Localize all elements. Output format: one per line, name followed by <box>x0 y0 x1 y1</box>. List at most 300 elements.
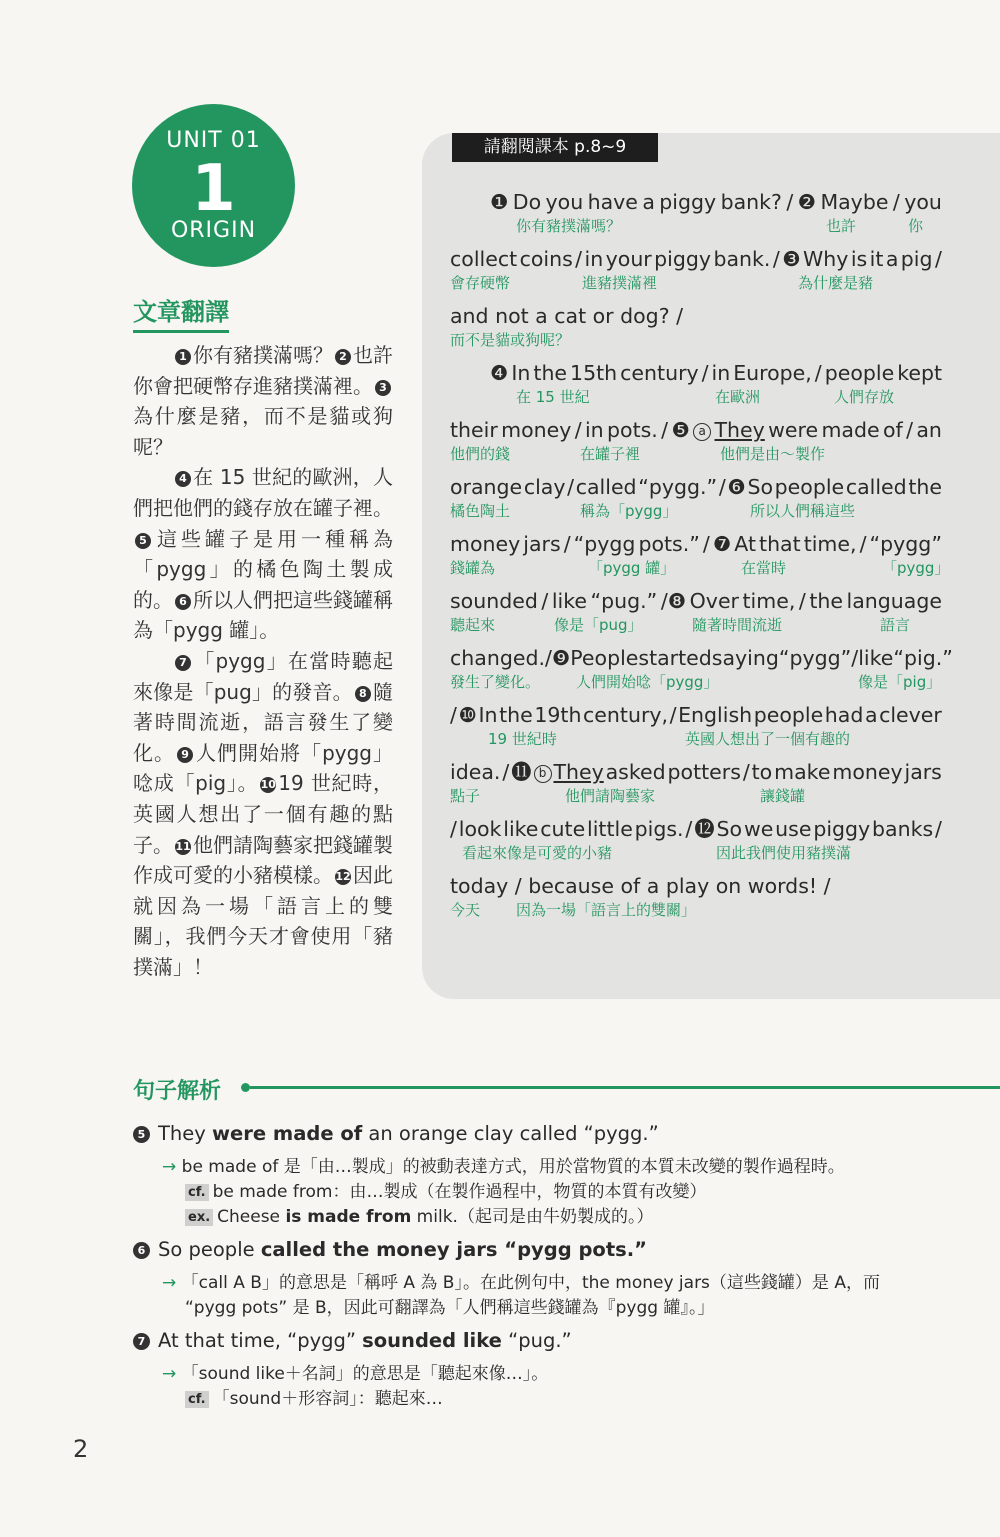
word-group <box>825 701 864 729</box>
word-group <box>499 701 533 729</box>
english-text <box>450 416 942 444</box>
word-group <box>638 530 699 558</box>
gloss: 他們是由～製作 <box>720 445 826 463</box>
reading-line <box>450 815 942 863</box>
english-word: / <box>798 589 806 613</box>
english-word: potters <box>667 760 741 784</box>
english-word: / <box>859 532 867 556</box>
gloss-line <box>450 444 942 464</box>
english-word: ❶ <box>490 190 509 214</box>
english-word: the <box>499 703 533 727</box>
english-line <box>450 245 942 273</box>
gloss: 你有豬撲滿嗎？ <box>516 217 622 235</box>
explanation-text: “pygg pots” 是 B，因此可翻譯為「人們稱這些錢罐為『pygg 罐』。」 <box>185 1298 715 1318</box>
english-word: ❺ <box>671 418 690 442</box>
english-word: banks <box>872 817 934 841</box>
word-group <box>815 359 822 387</box>
gloss: 讓錢罐 <box>760 787 806 805</box>
sentence-text: 你有豬撲滿嗎？ <box>193 343 333 367</box>
word-group <box>809 587 843 615</box>
english-word: started <box>638 646 712 670</box>
english-word: little <box>587 817 633 841</box>
word-group <box>638 644 711 672</box>
word-group <box>712 644 779 672</box>
gloss-line <box>450 900 942 920</box>
english-word: idea. <box>450 760 501 784</box>
english-word: kept <box>897 361 942 385</box>
gloss-line <box>450 672 942 692</box>
arrow-icon: → <box>162 1364 182 1384</box>
sentence-text: 在 15 世紀的歐洲，人們把他們的錢存放在罐子裡。 <box>133 465 393 520</box>
explanation-text: 「sound like＋名詞」的意思是「聽起來像…」。 <box>181 1364 549 1384</box>
word-group <box>820 188 888 216</box>
english-word: / <box>574 418 582 442</box>
english-word: ❾ <box>551 646 571 670</box>
english-word: look <box>458 817 502 841</box>
english-line <box>450 644 953 672</box>
word-group <box>799 587 806 615</box>
english-line <box>450 473 942 501</box>
chinese-translation <box>133 340 393 982</box>
english-text <box>450 530 942 558</box>
note-tag: cf. <box>185 1391 209 1408</box>
note-text: milk.（起司是由牛奶製成的。） <box>411 1207 654 1227</box>
english-word: had <box>824 703 864 727</box>
word-group <box>585 416 604 444</box>
sentence-text: 為什麼是豬，而不是貓或狗呢？ <box>133 404 393 459</box>
english-word: At <box>734 532 756 556</box>
explanation-line <box>185 1293 714 1318</box>
english-word: time, <box>742 589 796 613</box>
word-group <box>478 701 497 729</box>
english-word: / <box>450 817 457 841</box>
gloss: 他們請陶藝家 <box>565 787 656 805</box>
english-word: jars <box>523 532 561 556</box>
english-word: / <box>772 247 780 271</box>
word-group <box>635 815 684 843</box>
english-word: “pygg” <box>778 646 852 670</box>
word-group <box>803 245 848 273</box>
sentence-number: 6 <box>133 1242 150 1259</box>
word-group <box>511 758 532 786</box>
gloss: 人們存放 <box>834 388 895 406</box>
english-word: language <box>846 589 942 613</box>
english-line <box>450 302 942 330</box>
english-segment: today / because of a play on words! / <box>450 874 831 898</box>
english-word: So <box>716 817 743 841</box>
english-word: century, <box>583 703 669 727</box>
english-word: “pygg <box>573 532 636 556</box>
english-word: / <box>502 760 510 784</box>
gloss: 因此我們使用豬撲滿 <box>716 844 852 862</box>
reading-line <box>450 644 953 692</box>
gloss-line <box>450 558 950 578</box>
gloss: 像是「pug」 <box>554 616 643 634</box>
english-text <box>450 644 953 672</box>
english-word: is <box>850 247 868 271</box>
english-word: / <box>575 247 583 271</box>
key-phrase: is made from <box>285 1207 412 1227</box>
reading-line <box>450 473 942 521</box>
english-word: 15th <box>570 361 618 385</box>
explanation-text: 「call A B」的意思是「稱呼 A 為 B」。在此例句中，the money jars（這些錢罐）是 A，而 <box>181 1273 880 1293</box>
explanation-text: be made of 是「由…製成」的被動表達方式，用於當物質的本質未改變的製作過程時。 <box>181 1157 845 1177</box>
word-group <box>744 815 773 843</box>
word-group <box>832 758 902 786</box>
word-group <box>883 416 903 444</box>
translation-paragraph <box>133 646 393 983</box>
sentence-number: 9 <box>177 747 193 763</box>
gloss: 像是「pig」 <box>858 673 942 691</box>
english-word: bank? <box>720 190 782 214</box>
english-word: a <box>864 703 878 727</box>
english-word: / <box>544 646 552 670</box>
textbook-reference: 請翻閱課本 p.8~9 <box>452 133 658 162</box>
gloss: 「pygg」 <box>882 559 950 577</box>
english-text <box>490 188 942 216</box>
sentence-text: 這些罐子是用一種稱為「pygg」的橘色陶土製成的。 <box>133 526 393 612</box>
word-group <box>825 359 895 387</box>
word-group <box>671 416 689 444</box>
word-group <box>659 188 716 216</box>
word-group <box>523 530 560 558</box>
sentence-number: 5 <box>135 533 151 549</box>
word-group <box>779 644 851 672</box>
arrow-icon: → <box>162 1273 182 1293</box>
english-word: your <box>605 247 652 271</box>
sentence-text: 「pygg」在當時聽起來像是「pug」的發音。 <box>133 648 393 704</box>
sentence-number: 6 <box>175 594 191 610</box>
reading-line <box>450 758 942 806</box>
gloss-line <box>450 786 942 806</box>
english-text <box>450 302 683 330</box>
english-text <box>450 872 831 900</box>
word-group <box>661 416 668 444</box>
word-group <box>879 701 942 729</box>
sentence-text: 人們開始將「pygg」唸成「pig」。 <box>133 740 393 796</box>
gloss: 他們的錢 <box>450 445 511 463</box>
word-group <box>546 188 584 216</box>
word-group <box>576 473 637 501</box>
word-group <box>858 644 893 672</box>
english-word: / <box>935 817 942 841</box>
word-group <box>733 359 812 387</box>
english-word: to <box>751 760 773 784</box>
reading-line <box>450 872 942 920</box>
word-group <box>886 245 899 273</box>
english-word: In <box>478 703 498 727</box>
english-word: orange <box>450 475 523 499</box>
english-word: English <box>678 703 753 727</box>
gloss: 橘色陶土 <box>450 502 511 520</box>
english-word: Over <box>689 589 739 613</box>
english-word: ❼ <box>712 532 732 556</box>
english-word: money <box>450 532 521 556</box>
word-group <box>775 473 845 501</box>
english-word: pig <box>900 247 933 271</box>
sentence-part: So people <box>158 1238 261 1261</box>
english-word: saying <box>711 646 779 670</box>
sentence-text: 所以人們把這些錢罐稱為「pygg 罐」。 <box>133 587 393 643</box>
english-word: ⓫ <box>511 760 532 784</box>
word-group <box>661 587 686 615</box>
gloss: 會存硬幣 <box>450 274 511 292</box>
note-tag: ex. <box>185 1209 213 1226</box>
sentence-number: 1 <box>175 349 191 365</box>
english-word: In <box>511 361 531 385</box>
word-group <box>513 188 541 216</box>
english-word: Do <box>512 190 542 214</box>
sentence-number: 8 <box>355 686 371 702</box>
word-group <box>540 815 585 843</box>
translation-paragraph <box>133 340 393 462</box>
english-word: you <box>545 190 584 214</box>
word-group <box>754 701 824 729</box>
word-group <box>774 758 830 786</box>
word-group <box>450 530 520 558</box>
word-group <box>721 188 782 216</box>
gloss: 語言 <box>880 616 911 634</box>
word-group <box>865 701 878 729</box>
explanation-line <box>162 1268 880 1293</box>
english-word: clever <box>879 703 942 727</box>
english-word: / <box>541 589 549 613</box>
word-group <box>490 188 508 216</box>
page-number: 2 <box>73 1435 89 1463</box>
letter-marker: b <box>534 765 552 783</box>
word-group <box>798 188 816 216</box>
word-group <box>620 359 698 387</box>
word-group <box>870 245 884 273</box>
word-group <box>638 473 717 501</box>
word-group <box>743 758 750 786</box>
english-line <box>450 587 942 615</box>
english-word: sounded <box>450 589 538 613</box>
analysis-sentence <box>133 1238 647 1261</box>
gloss: 你 <box>908 217 924 235</box>
sentence-number: 11 <box>175 839 191 853</box>
gloss: 錢罐為 <box>450 559 496 577</box>
english-word: / <box>718 475 726 499</box>
word-group <box>702 359 709 387</box>
word-group <box>747 473 773 501</box>
gloss: 在罐子裡 <box>580 445 641 463</box>
gloss: 在 15 世紀 <box>516 388 590 406</box>
word-group <box>511 359 530 387</box>
word-group <box>935 815 942 843</box>
word-group <box>715 416 765 444</box>
gloss: 在歐洲 <box>715 388 761 406</box>
english-word: pots.” <box>638 532 700 556</box>
english-word: / <box>786 190 794 214</box>
word-group <box>583 701 668 729</box>
english-text <box>450 245 942 273</box>
underlined-word: They <box>714 418 765 442</box>
unit-label: UNIT 01 <box>166 128 261 153</box>
english-word: piggy <box>813 817 871 841</box>
english-word: pigs. <box>634 817 684 841</box>
english-word: called <box>575 475 637 499</box>
english-word: in <box>711 361 731 385</box>
word-group <box>585 245 604 273</box>
english-word: ⓬ <box>694 817 715 841</box>
word-group <box>552 587 587 615</box>
reading-line <box>450 701 942 749</box>
english-word: asked <box>605 760 666 784</box>
word-group <box>743 587 796 615</box>
word-group <box>552 644 570 672</box>
word-group <box>564 530 571 558</box>
word-group <box>450 758 500 786</box>
sentence-part: “pug.” <box>501 1329 572 1352</box>
word-group <box>587 815 633 843</box>
word-group <box>893 644 952 672</box>
word-group <box>782 245 800 273</box>
unit-name: ORIGIN <box>170 218 257 243</box>
english-word: / <box>701 361 709 385</box>
english-word: pots. <box>607 418 658 442</box>
key-phrase: called the money jars “pygg pots.” <box>260 1238 647 1261</box>
gloss: 進豬撲滿裡 <box>582 274 658 292</box>
translation-paragraph <box>133 462 393 646</box>
english-word: time, <box>803 532 857 556</box>
word-group <box>459 815 502 843</box>
key-phrase: were made of <box>212 1122 363 1145</box>
english-text <box>450 758 942 786</box>
gloss: 「pygg 罐」 <box>588 559 676 577</box>
english-text <box>490 359 942 387</box>
word-group <box>450 416 498 444</box>
sentence-part: an orange clay called “pygg.” <box>362 1122 659 1145</box>
word-group <box>450 473 522 501</box>
analysis-rule-dot <box>241 1083 250 1092</box>
english-word: clay <box>523 475 566 499</box>
gloss: 發生了變化。 <box>450 673 541 691</box>
word-group <box>450 815 457 843</box>
english-word: collect <box>450 247 518 271</box>
english-word: in <box>584 247 604 271</box>
word-group <box>703 530 710 558</box>
english-word: Why <box>803 247 849 271</box>
word-group <box>570 359 617 387</box>
word-group <box>713 530 731 558</box>
explanation-line <box>162 1152 845 1177</box>
english-word: their <box>450 418 498 442</box>
english-word: you <box>904 190 942 214</box>
word-group <box>607 416 658 444</box>
english-word: “pig.” <box>893 646 953 670</box>
sentence-number: 5 <box>133 1126 150 1143</box>
english-word: changed. <box>450 646 545 670</box>
underlined-word: They <box>553 760 604 784</box>
sentence-text: 19 世紀時，英國人想出了一個有趣的點子。 <box>133 771 393 857</box>
english-word: like <box>503 817 539 841</box>
reading-line <box>450 302 942 350</box>
word-group <box>534 701 581 729</box>
analysis-rule <box>250 1086 1000 1089</box>
english-word: / <box>702 532 710 556</box>
sentence-part: At that time, “pygg” <box>158 1329 363 1352</box>
english-word: like <box>551 589 587 613</box>
english-word: / <box>669 703 677 727</box>
sentence-part: They <box>158 1122 213 1145</box>
english-word: cute <box>540 817 586 841</box>
english-word: we <box>743 817 774 841</box>
english-word: money <box>832 760 903 784</box>
english-line <box>450 701 942 729</box>
word-group <box>821 416 879 444</box>
word-group <box>575 416 582 444</box>
english-word: / <box>934 247 942 271</box>
word-group <box>813 815 870 843</box>
word-group <box>545 644 552 672</box>
english-word: like <box>858 646 894 670</box>
english-line <box>450 416 942 444</box>
sentence-number: 12 <box>335 870 351 884</box>
word-group <box>450 644 545 672</box>
word-group <box>851 245 867 273</box>
word-group <box>591 587 658 615</box>
english-word: piggy <box>659 190 717 214</box>
english-word: / <box>563 532 571 556</box>
sentence-number: 7 <box>175 655 191 671</box>
note-text: 「sound＋形容詞」：聽起來… <box>212 1389 443 1409</box>
word-group <box>775 815 811 843</box>
english-word: Europe, <box>733 361 812 385</box>
gloss: 而不是貓或狗呢？ <box>450 331 571 349</box>
sentence-text: 他們請陶藝家把錢罐製作成可愛的小豬模樣。 <box>133 832 393 888</box>
gloss-line <box>450 330 942 350</box>
key-phrase: sounded like <box>362 1329 502 1352</box>
word-group <box>690 587 739 615</box>
word-group <box>872 815 933 843</box>
english-word: / <box>906 418 913 442</box>
english-word: people <box>824 361 895 385</box>
english-line <box>450 758 942 786</box>
gloss-line <box>450 273 942 293</box>
english-word: a <box>885 247 899 271</box>
gloss: 在當時 <box>741 559 787 577</box>
english-word: / <box>450 703 457 727</box>
english-word: make <box>774 760 831 784</box>
word-group <box>501 416 571 444</box>
english-word: “pug.” <box>590 589 658 613</box>
word-group <box>503 815 538 843</box>
english-word: use <box>775 817 812 841</box>
gloss-line <box>450 615 942 635</box>
english-word: / <box>661 418 669 442</box>
sentence-number: 2 <box>335 349 351 365</box>
english-word: of <box>882 418 903 442</box>
word-group <box>685 815 692 843</box>
word-group <box>906 416 913 444</box>
word-group <box>450 245 517 273</box>
word-group <box>654 245 711 273</box>
word-group <box>773 245 780 273</box>
word-group <box>916 416 942 444</box>
gloss-line <box>450 501 942 521</box>
note-line <box>185 1384 443 1409</box>
english-word: / <box>851 646 859 670</box>
word-group <box>804 530 857 558</box>
word-group <box>694 815 715 843</box>
english-word: ❹ <box>490 361 509 385</box>
analysis-sentence <box>133 1329 572 1352</box>
arrow-icon: → <box>162 1157 182 1177</box>
english-word: ❸ <box>782 247 801 271</box>
gloss: 英國人想出了一個有趣的 <box>685 730 851 748</box>
english-word: /❽ <box>660 589 687 613</box>
